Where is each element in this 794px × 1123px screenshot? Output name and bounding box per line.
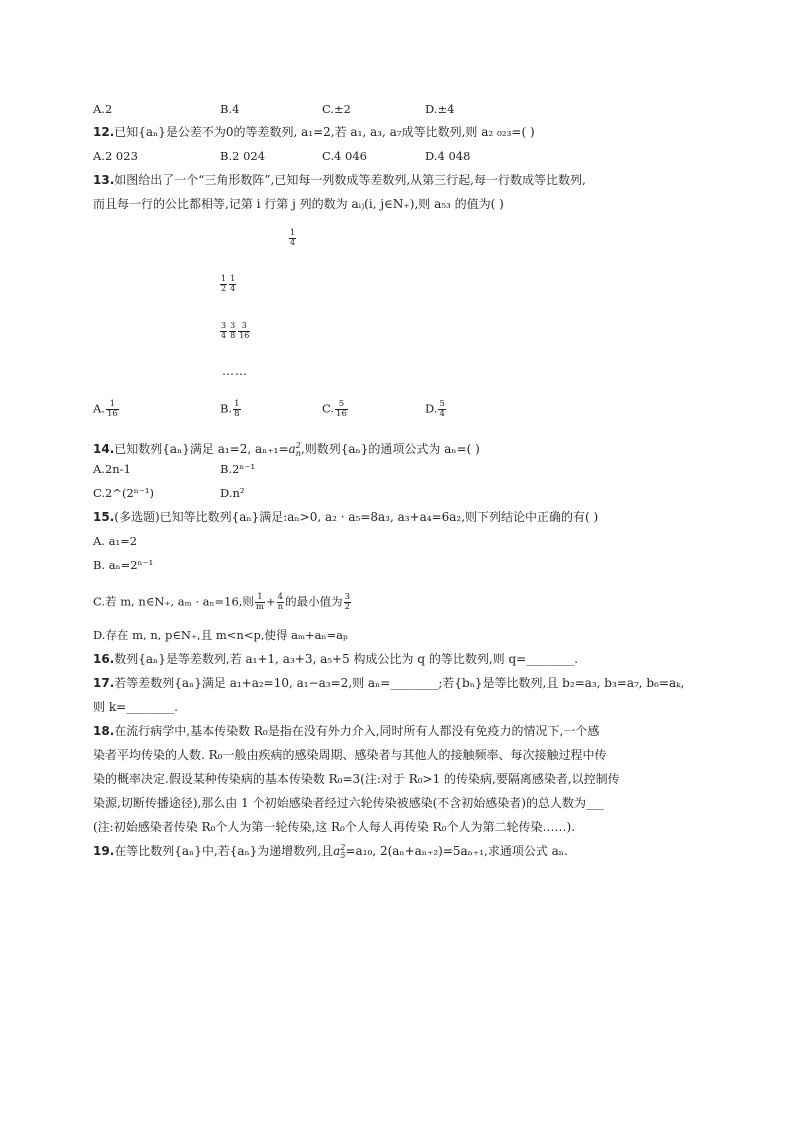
q14-number: 14. [93, 442, 115, 456]
q17-stem-line2: 则 k=________. [93, 700, 178, 714]
q18-line-2: 染者平均传染的人数. R₀一般由疾病的感染周期、感染者与其他人的接触频率、每次接触过程中传 [93, 748, 607, 762]
q13-option-b[interactable]: B. $\frac{1}{8}$ [220, 399, 240, 419]
q14-option-d[interactable]: D.n² [220, 486, 245, 500]
q11-option-b[interactable]: B.4 [220, 102, 240, 116]
q16-text: 数列{aₙ}是等差数列,若 a₁+1, a₃+3, a₅+5 构成公比为 q 的等比数列,则 q=________. [114, 652, 579, 666]
q14-text-b: ,则数列{aₙ}的通项公式为 aₙ=( ) [300, 442, 480, 456]
q13-stem-line1 [93, 172, 586, 188]
triangle-cell: $\frac{3}{8}$ [230, 321, 236, 340]
q19-stem [93, 843, 568, 859]
q16-number: 16. [93, 652, 115, 666]
q18-line-3: 染的概率决定.假设某种传染病的基本传染数 R₀=3(注:对于 R₀>1 的传染病,要隔离感染者,以控制传 [93, 772, 620, 786]
q13-text-line1: 如图给出了一个“三角形数阵”,已知每一列数成等差数列,从第三行起,每一行数成等比数列, [114, 173, 586, 187]
q11-option-c[interactable]: C.±2 [322, 102, 351, 116]
q14-stem [93, 441, 480, 457]
q13-option-d[interactable]: D. $\frac{5}{4}$ [425, 399, 445, 419]
q14-formula: $a^2_n$ [288, 441, 301, 459]
q19-number: 19. [93, 844, 115, 858]
q13-option-c[interactable]: C. $\frac{5}{16}$ [322, 399, 347, 419]
q14-option-c[interactable]: C.2^(2ⁿ⁻¹) [93, 486, 154, 500]
q17-stem-line1 [93, 675, 684, 691]
q15-number: 15. [93, 510, 115, 524]
q13-option-a[interactable]: A. $\frac{1}{16}$ [93, 399, 118, 419]
q15-option-b[interactable]: B. aₙ=2ⁿ⁻¹ [93, 558, 154, 572]
q18-line-1: 18.在流行病学中,基本传染数 R₀是指在没有外力介入,同时所有人都没有免疫力的情况下,一个感 [93, 724, 600, 738]
triangle-cell: $\frac{1}{4}$ [230, 274, 236, 293]
fraction-3-over-2: $\frac{3}{2}$ [344, 592, 351, 612]
triangle-row-3 [219, 322, 251, 340]
q12-option-b[interactable]: B.2 024 [220, 149, 266, 163]
q17-text-line1: 若等差数列{aₙ}满足 a₁+a₂=10, a₁−a₃=2,则 aₙ=________;若{bₙ}是等比数列,且 b₂=a₃, b₃=a₇, b₆=aₖ, [114, 676, 685, 690]
q13-number: 13. [93, 173, 115, 187]
triangle-cell: $\frac{3}{16}$ [239, 321, 250, 340]
q15-option-d[interactable]: D.存在 m, n, p∈N₊,且 m<n<p,使得 aₘ+aₙ=aₚ [93, 628, 348, 642]
fraction-4-over-n: $\frac{4}{n}$ [277, 592, 284, 612]
q12-number: 12. [93, 125, 115, 139]
q19-text-a: 在等比数列{aₙ}中,若{aₙ}为递增数列,且 [114, 844, 334, 858]
q11-option-d[interactable]: D.±4 [425, 102, 455, 116]
q14-text-a: 已知数列{aₙ}满足 a₁=2, aₙ₊₁= [114, 442, 289, 456]
q15-stem [93, 509, 598, 525]
q12-text: 已知{aₙ}是公差不为0的等差数列, a₁=2,若 a₁, a₃, a₇成等比数列,则 a₂ ₀₂₃=( ) [114, 125, 535, 139]
q12-option-a[interactable]: A.2 023 [93, 149, 138, 163]
fraction-1-over-m: $\frac{1}{m}$ [255, 592, 264, 612]
q19-text-b: =a₁₀, 2(aₙ+aₙ₊₂)=5aₙ₊₁,求通项公式 aₙ. [345, 844, 568, 858]
q15-option-a[interactable]: A. a₁=2 [93, 534, 138, 548]
triangle-ellipsis: …… [222, 364, 248, 378]
q13-stem-line2: 而且每一行的公比都相等,记第 i 行第 j 列的数为 aᵢⱼ(i, j∈N₊),则 a₅₃ 的值为( ) [93, 197, 504, 211]
q12-option-d[interactable]: D.4 048 [425, 149, 471, 163]
triangle-cell: $\frac{1}{2}$ [221, 274, 227, 293]
q12-stem [93, 124, 535, 140]
q17-number: 17. [93, 676, 115, 690]
q15-text: (多选题)已知等比数列{aₙ}满足:aₙ>0, a₂ · a₅=8a₃, a₃+a₄=6a₂,则下列结论中正确的有( ) [114, 510, 599, 524]
triangle-cell: $\frac{3}{4}$ [221, 321, 227, 340]
q14-option-b[interactable]: B.2ⁿ⁻¹ [220, 462, 256, 476]
triangle-cell: $\frac{1}{4}$ [290, 228, 296, 247]
triangle-row-2 [219, 275, 237, 293]
q18-line-4: 染源,切断传播途径),那么由 1 个初始感染者经过六轮传染被感染(不含初始感染者)的总人数为___ [93, 796, 604, 810]
q19-formula: $a^2_5$ [333, 843, 346, 861]
q12-option-c[interactable]: C.4 046 [322, 149, 367, 163]
q14-option-a[interactable]: A.2n-1 [93, 462, 131, 476]
q16-stem [93, 651, 578, 667]
q18-line-5: (注:初始感染者传染 R₀个人为第一轮传染,这 R₀个人每人再传染 R₀个人为第二轮传染……). [93, 820, 576, 834]
q11-option-a[interactable]: A.2 [93, 102, 113, 116]
q18-number: 18. [93, 724, 115, 738]
q15-option-c[interactable]: C.若 m, n∈N₊, aₘ · aₙ=16,则 $\frac{1}{m}$ + $\frac{4}{n}$ 的最小值为 $\frac{3}{2}$ [93, 592, 351, 612]
triangle-row-1 [288, 229, 297, 247]
